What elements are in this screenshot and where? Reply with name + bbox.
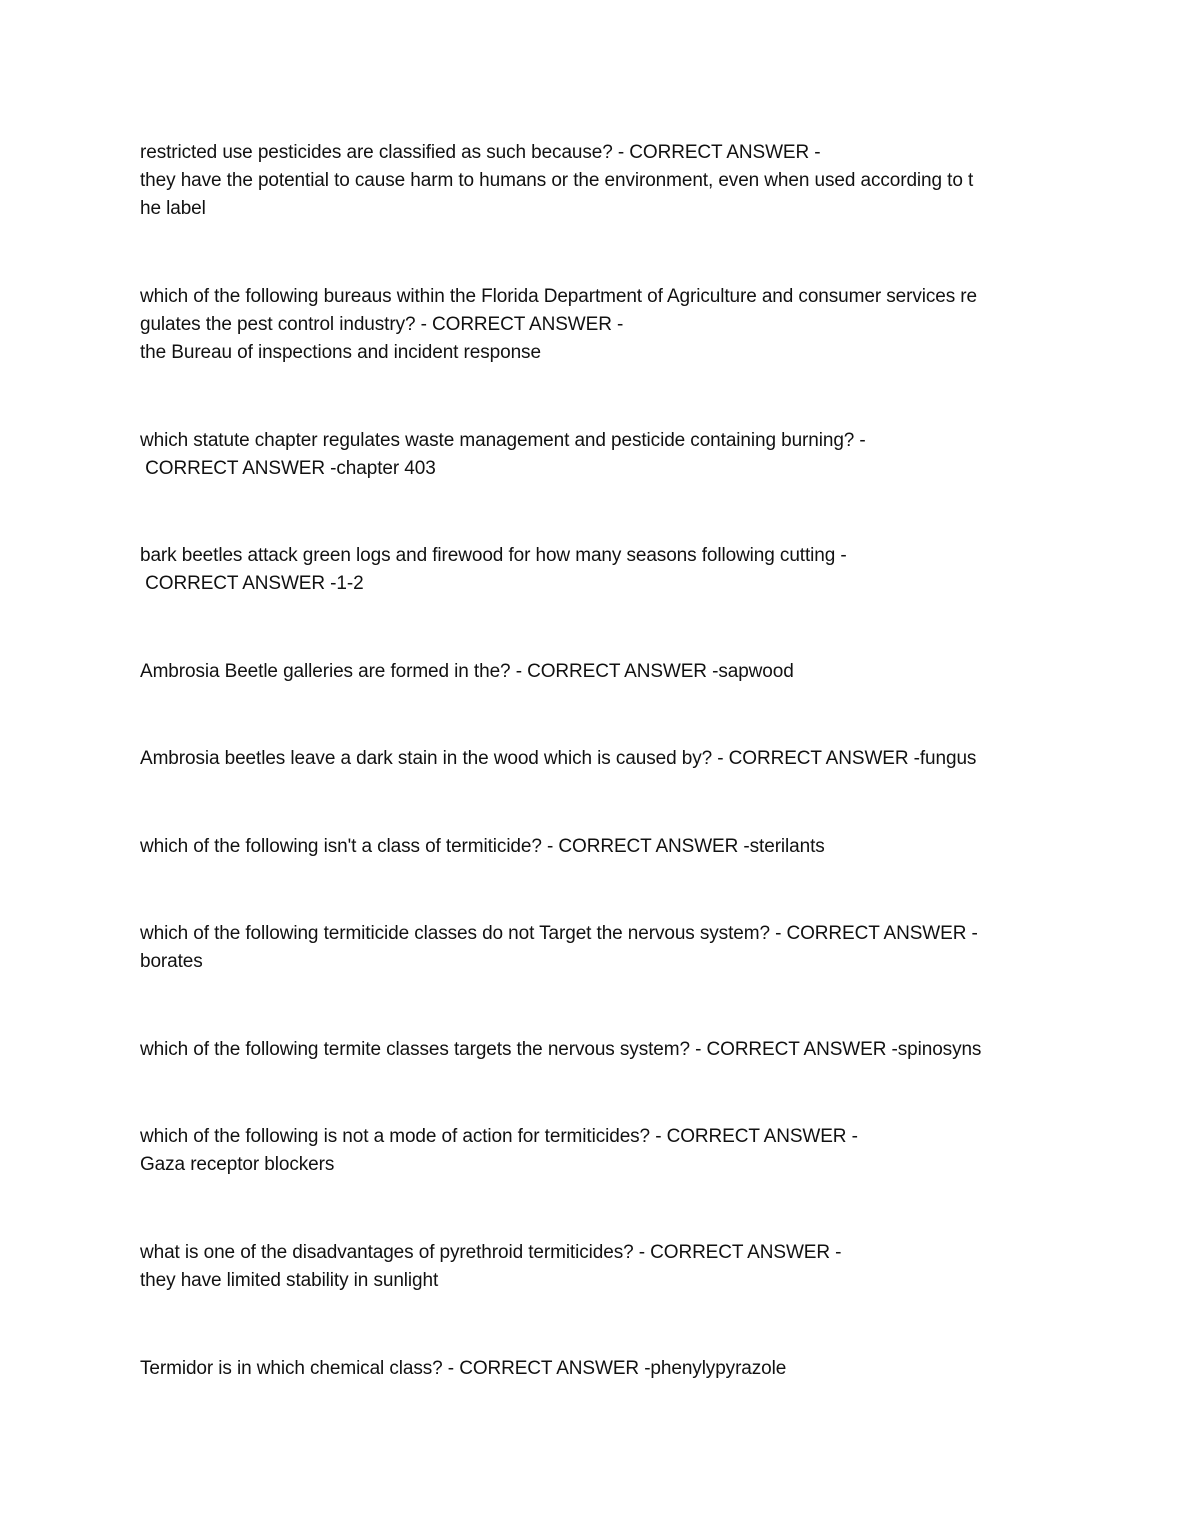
- text-line: which of the following isn't a class of termiticide? - CORRECT ANSWER -sterilants: [140, 836, 825, 857]
- text-line: borates: [140, 951, 203, 972]
- text-line: which statute chapter regulates waste management and pesticide containing burning? -: [140, 430, 866, 451]
- text-line: which of the following bureaus within the Florida Department of Agriculture and consumer services re: [140, 286, 977, 307]
- qa-item-8: [140, 920, 1060, 976]
- text-line: bark beetles attack green logs and firewood for how many seasons following cutting -: [140, 545, 847, 566]
- qa-item-5: [140, 658, 1060, 686]
- text-line: which of the following is not a mode of action for termiticides? - CORRECT ANSWER -: [140, 1126, 858, 1147]
- text-line: restricted use pesticides are classified as such because? - CORRECT ANSWER -: [140, 142, 821, 163]
- text-line: he label: [140, 198, 206, 219]
- qa-item-7: [140, 833, 1060, 861]
- qa-item-2: [140, 283, 1060, 367]
- text-line: Gaza receptor blockers: [140, 1154, 335, 1175]
- text-line: which of the following termite classes targets the nervous system? - CORRECT ANSWER -spinosyns: [140, 1039, 982, 1060]
- text-line: Ambrosia beetles leave a dark stain in the wood which is caused by? - CORRECT ANSWER -fungus: [140, 748, 977, 769]
- qa-item-1: [140, 139, 1060, 223]
- text-line: they have limited stability in sunlight: [140, 1270, 439, 1291]
- text-line: the Bureau of inspections and incident response: [140, 342, 541, 363]
- text-line: what is one of the disadvantages of pyrethroid termiticides? - CORRECT ANSWER -: [140, 1242, 842, 1263]
- text-line: CORRECT ANSWER -1-2: [140, 573, 364, 594]
- text-line: Termidor is in which chemical class? - CORRECT ANSWER -phenylypyrazole: [140, 1358, 787, 1379]
- qa-item-3: [140, 427, 1060, 483]
- qa-item-4: [140, 542, 1060, 598]
- qa-item-11: [140, 1239, 1060, 1295]
- text-line: they have the potential to cause harm to humans or the environment, even when used according to t: [140, 170, 974, 191]
- qa-item-6: [140, 745, 1060, 773]
- qa-item-10: [140, 1123, 1060, 1179]
- qa-item-9: [140, 1036, 1060, 1064]
- text-line: CORRECT ANSWER -chapter 403: [140, 458, 436, 479]
- text-line: which of the following termiticide classes do not Target the nervous system? - CORRECT ANSWER -: [140, 923, 978, 944]
- qa-item-12: [140, 1355, 1060, 1383]
- text-line: gulates the pest control industry? - CORRECT ANSWER -: [140, 314, 624, 335]
- text-line: Ambrosia Beetle galleries are formed in the? - CORRECT ANSWER -sapwood: [140, 661, 794, 682]
